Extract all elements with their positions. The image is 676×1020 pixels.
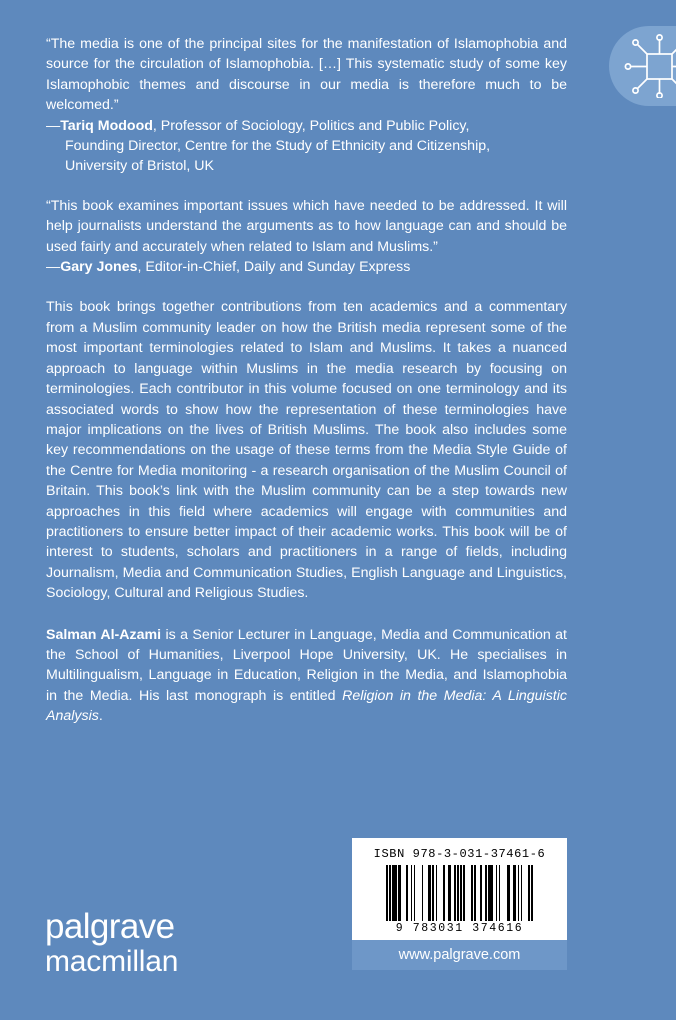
back-cover-text-column <box>46 34 567 727</box>
book-description: This book brings together contributions from ten academics and a commentary from a Muslim community leader on how the British media represent some of the most important terminologies related to Islam and Muslims. It takes a nuanced approach to language within Muslims in the media research by focusing on terminologies. Each contributor in this volume focused on one terminology and its associated words to show how the representation of these terminologies have major implications on the lives of British Muslims. The book also includes some key recommendations on the usage of these terms from the Media Style Guide of the Centre for Media monitoring - a research organisation of the Muslim Council of Britain. This book’s link with the Muslim community can be a step towards new approaches in this field where academics will engage with communities and practitioners to ensure better impact of their academic works. This book will be of interest to students, scholars and practitioners in a range of fields, including Journalism, Media and Communication Studies, English Language and Linguistics, Sociology, Cultural and Religious Studies. <box>46 299 567 602</box>
endorsement-quote-1-attribution <box>46 116 567 177</box>
attribution-role: , Editor-in-Chief, Daily and Sunday Express <box>137 259 411 276</box>
attribution-role: , Professor of Sociology, Politics and Public Policy, <box>152 117 470 134</box>
author-name: Salman Al-Azami <box>46 626 162 643</box>
author-bio-part-2: . <box>98 708 103 725</box>
author-biography <box>46 625 567 727</box>
publisher-url: www.palgrave.com <box>398 947 521 963</box>
isbn-barcode-card <box>352 838 567 940</box>
ean13-barcode-bars <box>362 865 557 921</box>
attribution-extra-line-1: Founding Director, Centre for the Study of Ethnicity and Citizenship, <box>65 138 491 155</box>
author-bio-part-1: is a Senior Lecturer in Language, Media and Communication at the School of Humanities, Liverpool Hope University, UK. He specialises in Multilingualism, Language in Education, Religion in the Media, and Islamophobia in the Media. His last monograph is entitled <box>46 626 567 704</box>
endorsement-quote-1-text: “The media is one of the principal sites for the manifestation of Islamophobia and source for the circulation of Islamophobia. […] This systematic study of some key Islamophobic themes and discourse in our media is therefore much to be welcomed.” <box>46 36 567 114</box>
isbn-label: ISBN 978-3-031-37461-6 <box>373 847 546 861</box>
spacer <box>46 604 567 625</box>
ean13-digits: 9 783031 374616 <box>395 922 524 935</box>
palgrave-macmillan-wordmark <box>45 907 179 978</box>
attribution-name: Tariq Modood <box>60 117 153 134</box>
sun-emblem-icon <box>621 34 676 98</box>
publisher-name-line-1: palgrave <box>45 907 175 947</box>
attribution-dash: — <box>46 259 61 276</box>
spacer <box>46 177 567 196</box>
author-previous-book-title: Religion in the Media: A Linguistic Analysis <box>46 687 567 725</box>
barcode-block <box>352 838 567 970</box>
endorsement-quote-2-text: “This book examines important issues which have needed to be addressed. It will help journalists understand the arguments as to how language can and should be used fairly and accurately when related to Islam and Muslims.” <box>46 197 567 255</box>
endorsement-quote-2-attribution <box>46 257 567 277</box>
attribution-dash: — <box>46 117 61 134</box>
palgrave-sun-emblem <box>609 26 676 106</box>
spacer <box>46 277 567 297</box>
attribution-name: Gary Jones <box>60 259 138 276</box>
attribution-extra-line-2: University of Bristol, UK <box>65 158 215 175</box>
publisher-url-band <box>352 940 567 970</box>
publisher-name-line-2: macmillan <box>45 944 179 978</box>
